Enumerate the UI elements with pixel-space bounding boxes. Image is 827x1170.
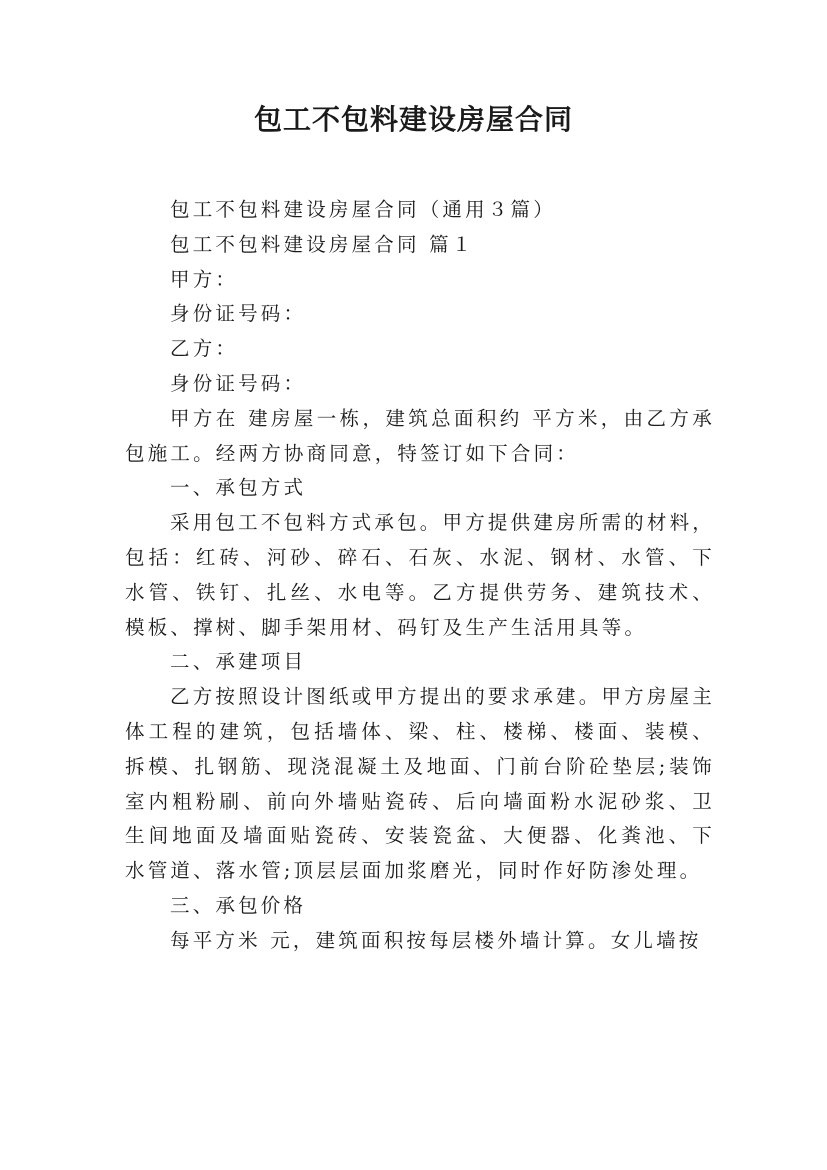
party-a-label: 甲方： (170, 267, 239, 291)
section-heading-2: 二、承建项目 (170, 650, 307, 674)
party-a-id-label: 身份证号码： (170, 302, 307, 326)
heading-part-1: 包工不包料建设房屋合同 篇１ (170, 232, 475, 256)
heading-collection-title: 包工不包料建设房屋合同（通用３篇） (170, 198, 556, 221)
document-title: 包工不包料建设房屋合同 (253, 103, 573, 136)
party-b-id-label: 身份证号码： (170, 371, 307, 395)
intro-paragraph: 甲方在 建房屋一栋，建筑总面积约 平方米，由乙方承包施工。经两方协商同意，特签订如下合同： (125, 406, 715, 465)
document-body (125, 193, 715, 959)
party-b-label: 乙方： (170, 337, 239, 361)
section-1-body: 采用包工不包料方式承包。甲方提供建房所需的材料，包括：红砖、河砂、碎石、石灰、水泥、钢材、水管、下水管、铁钉、扎丝、水电等。乙方提供劳务、建筑技术、模板、撑树、脚手架用材、码钉及生产生活用具等。 (125, 511, 715, 639)
section-3-body: 每平方米 元，建筑面积按每层楼外墙计算。女儿墙按 (170, 928, 702, 952)
section-heading-3: 三、承包价格 (170, 893, 307, 917)
section-2-body: 乙方按照设计图纸或甲方提出的要求承建。甲方房屋主体工程的建筑，包括墙体、梁、柱、楼梯、楼面、装模、拆模、扎钢筋、现浇混凝土及地面、门前台阶砼垫层;装饰室内粗粉刷、前向外墙贴瓷砖、后向墙面粉水泥砂浆、卫生间地面及墙面贴瓷砖、安装瓷盆、大便器、化粪池、下水管道、落水管;顶层层面加浆磨光，同时作好防渗处理。 (125, 685, 715, 883)
section-heading-1: 一、承包方式 (170, 476, 307, 500)
